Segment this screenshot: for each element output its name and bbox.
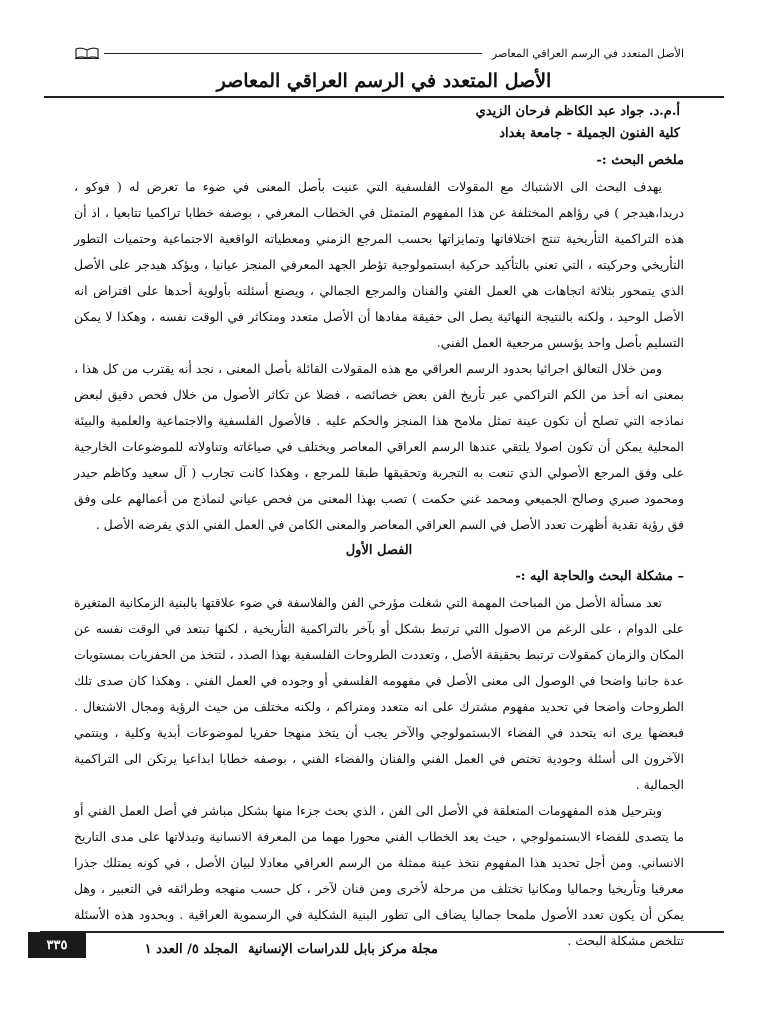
page-title: الأصل المتعدد في الرسم العراقي المعاصر [216,70,552,92]
running-title: الأصل المتعدد في الرسم العراقي المعاصر [491,46,684,60]
journal-name: مجلة مركز بابل للدراسات الإنسانية [247,942,438,957]
footer-rule [40,931,724,933]
header-rule [104,53,482,54]
abstract-paragraph-1: يهدف البحث الى الاشتباك مع المقولات الفلسفية التي عنيت بأصل المعنى في ضوء ما تعرض له ( فوكو ، دريدا،هيدجر ) في رؤاهم المختلفة عن هذا المفهوم المتمثل في الخطاب المعرفي ، بوصفه خطابا تراكميا تتابعيا ، اذ أن هذه التراكمية التأريخية تنتج اختلافاتها وتمايزاتها بحسب المرجع الزمني ومعطياته الواقعية الاجتماعية وحتميات التطور التأريخي وحركيته ، التي تعني بالتأكيد حركية ابستمولوجية تؤطر الجهد المعرفي المنجز عيانيا ، ويؤكد هيدجر على الأصل الذي يتمحور بثلاثة اتجاهات هي العمل الفني والفنان والمرجع الجمالي ، ويصنع أسئلته بأولوية أحدها على افتراض انه الأصل الوحيد ، ولكنه بالنتيجة النهائية يصل الى حقيقة مفادها أن الأصل متعدد ومتكاثر في الوقت نفسه ، وهكذا لا يمكن التسليم بأصل واحد يؤسس مرجعية العمل الفني. [74,179,684,350]
running-header [74,44,684,62]
abstract-paragraph-2: ومن خلال التعالق اجرائيا بحدود الرسم العراقي مع هذه المقولات القائلة بأصل المعنى ، نجد أنه يقترب من كل هذا ، بمعنى انه أخذ من الكم التراكمي عبر تأريخ الفن بعض خصائصه ، فضلا عن تكاثر الأصول من خلال فحص دقيق لبعض نماذجه التي تصلح أن تكون عينة تمثل ملامح هذا المنجز والحكم عليه . فالأصول الفلسفية والاجتماعية والعلمية والبيئة المحلية يمكن أن تكون اصولا يلتقي عندها الرسم العراقي المعاصر ويختلف في صياغاته وتناولاته للموضوعات الخارجية على وفق المرجع الأصولي الذي تنعت به التجربة وتحقيقها طبقا للمرجع ، وهكذا كانت تجارب ( آل سعيد وكاظم حيدر ومحمود صبري وصالح الجميعي ومحمد غني حكمت ) تصب بهذا المعنى من فحص عياني لنماذج من أعمالهم على وفق فق رؤية نقدية أظهرت تعدد الأصل في السم العراقي المعاصر والمعنى الكامن في العمل الفني الذي يفرضه الأصل . [74,361,684,532]
section-paragraph-1: تعد مسألة الأصل من المباحث المهمة التي شغلت مؤرخي الفن والفلاسفة في ضوء علاقتها بالبنية الزمكانية المتغيرة على الدوام ، على الرغم من الاصول االتي ترتبط بشكل أو بآخر بالتراكمية التأريخية ، لكنها تبتعد في الوقت نفسه عن المكان والزمان كمقولات ترتبط بحقيقة الأصل ، وتعددت الطروحات الفلسفية بهذا الصدد ، لتتخذ من الحفريات بمستويات عدة جانبا واضحا في الوصول الى معنى الأصل في مفهومه الفلسفي أو وجوده في العمل الفني . وهكذا كان صدى تلك الطروحات واضحا في تحديد مفهوم مشترك على انه متعدد ومتراكم ، ولكنه مختلف من حيث الرؤية ومجال الاشتغال . فبعضها يرى انه يتحدد في الفضاء الابستمولوجي والآخر يجب أن يتخذ منهجا حفريا لموضوعات أبدية وكلية ، وينتمي الآخرون الى أسئلة وجودية تختص في العمل الفني والفنان والفضاء الفني ، بوصفه خطابا ابداعيا يرتكن الى التراكمية الجمالية . [74,595,684,792]
chapter-heading: الفصل الأول [345,543,413,558]
volume-issue: المجلد ٥/ العدد ١ [144,942,238,957]
article-body [74,148,684,954]
section-paragraph-2: وبترحيل هذه المفهومات المتعلقة في الأصل الى الفن ، الذي بحث جزءا منها بشكل مباشر في أصل العمل الفني أو ما يتصدى للفضاء الابستمولوجي ، حيث يعد الخطاب الفني محورا مهما من المعرفة الانسانية وتبدلاتها على مدى التاريخ الانساني. ومن أجل تحديد هذا المفهوم نتخذ عينة ممثلة من الرسم العراقي معادلا لبيان الأصل ، في كونه يمتلك جذرا معرفيا وتأريخيا وجماليا ومكانيا تختلف من مرحلة لأخرى ومن فنان لآخر ، كل حسب منهجه وطرائقه في التعبير ، وهل يمكن أن يكون تعدد الأصول ملمحا جماليا يضاف الى تطور البنية الشكلية في الرسموية العراقية . وبحدود هذه الأسئلة تتلخص مشكلة البحث . [74,803,684,948]
book-icon [74,46,100,60]
abstract-heading: ملخص البحث :- [596,153,684,168]
author-affiliation: كلية الفنون الجميلة - جامعة بغداد [499,126,680,141]
title-rule [44,96,724,98]
page-number: ٣٣٥ [28,932,86,958]
author-name: أ.م.د. جواد عبد الكاظم فرحان الزيدي [475,104,680,119]
section-heading: – مشكلة البحث والحاجة اليه :- [515,569,684,584]
